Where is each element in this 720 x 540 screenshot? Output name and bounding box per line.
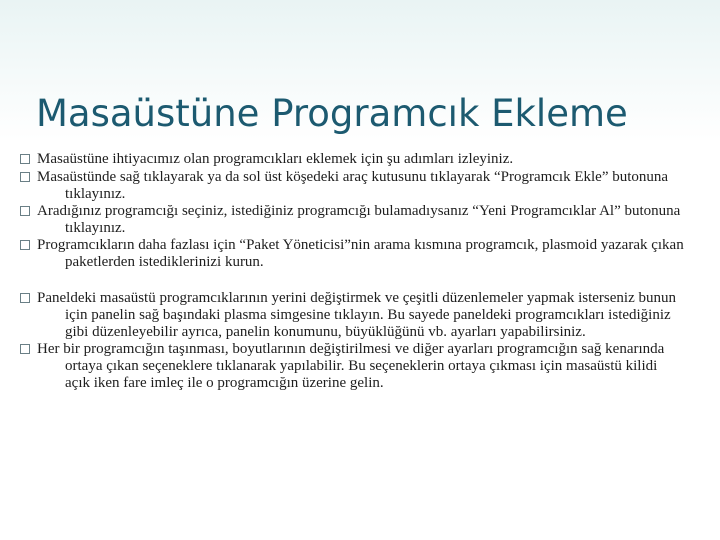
square-bullet-icon [20, 293, 30, 303]
bullet-item [20, 341, 684, 392]
bullet-text: Aradığınız programcığı seçiniz, istediğiniz programcığı bulamadıysanız “Yeni Programcıklar Al” butonuna tıklayınız. [37, 203, 681, 236]
bullet-item [20, 151, 684, 168]
bullet-text: Her bir programcığın taşınması, boyutlarının değiştirilmesi ve diğer ayarları programcığın sağ kenarında ortaya çıkan seçeneklere tıklanarak yapılabilir. Bu seçeneklerin ortaya çıkması için masaüstü kilidi açık iken fare imleç ile o programcığın üzerine gelin. [37, 341, 665, 391]
bullet-item [20, 169, 684, 203]
bullet-group-1 [20, 151, 684, 271]
slide-title: Masaüstüne Programcık Ekleme [36, 92, 628, 135]
bullet-text: Masaüstüne ihtiyacımız olan programcıkları eklemek için şu adımları izleyiniz. [37, 151, 514, 167]
bullet-text: Masaüstünde sağ tıklayarak ya da sol üst köşedeki araç kutusunu tıklayarak “Programcık Ekle” butonuna tıklayınız. [37, 169, 669, 202]
square-bullet-icon [20, 206, 30, 216]
bullet-group-2 [20, 290, 684, 392]
square-bullet-icon [20, 154, 30, 164]
bullet-item [20, 203, 684, 237]
slide-content [20, 151, 684, 392]
bullet-text: Programcıkların daha fazlası için “Paket Yöneticisi”nin arama kısmına programcık, plasmoid yazarak çıkan paketlerden istediklerinizi kurun. [37, 237, 684, 270]
square-bullet-icon [20, 172, 30, 182]
bullet-item [20, 290, 684, 341]
square-bullet-icon [20, 240, 30, 250]
square-bullet-icon [20, 344, 30, 354]
paragraph-gap [20, 271, 684, 290]
bullet-text: Paneldeki masaüstü programcıklarının yerini değiştirmek ve çeşitli düzenlemeler yapmak isterseniz bunun için panelin sağ başındaki plasma simgesine tıklayın. Bu sayede paneldeki programcıkları istediğiniz gibi düzenleyebilir ayrıca, panelin konumunu, büyüklüğünü vb. ayarları yapabilirsiniz. [37, 290, 676, 340]
bullet-item [20, 237, 684, 271]
